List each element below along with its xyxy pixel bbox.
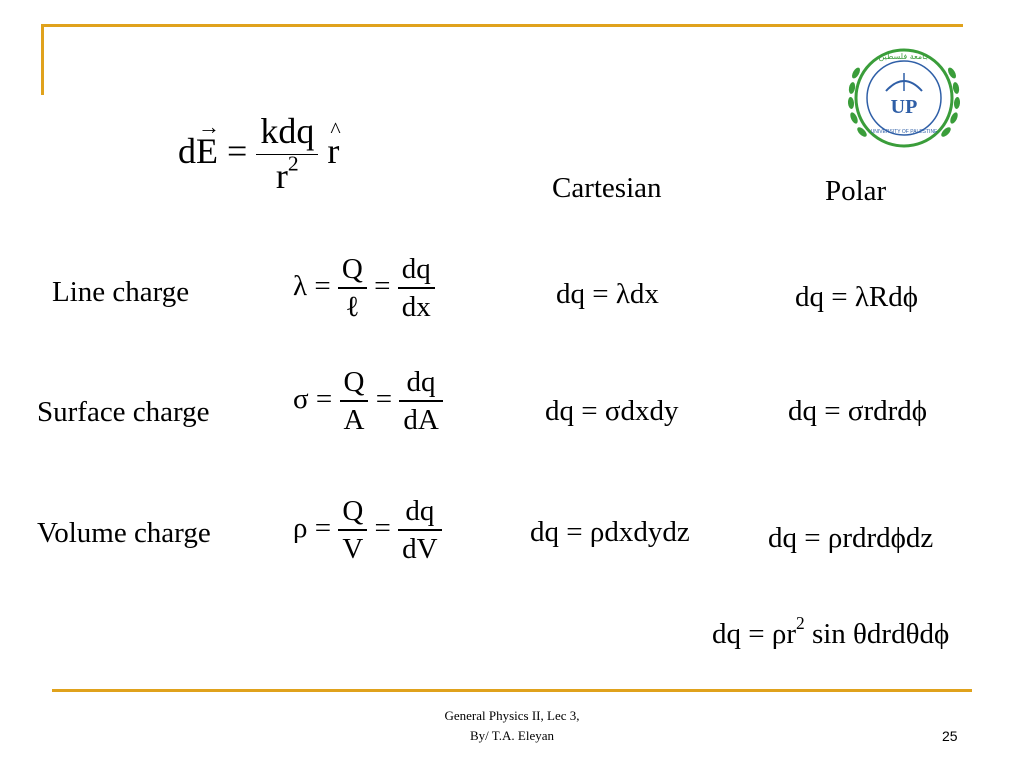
row-label-line-charge: Line charge bbox=[52, 276, 190, 308]
decorative-vertical-line bbox=[41, 25, 44, 95]
row-label-surface-charge: Surface charge bbox=[37, 396, 210, 428]
field-fraction bbox=[256, 113, 318, 196]
volume-charge-cartesian: dq = ρdxdydz bbox=[530, 516, 690, 548]
surface-charge-cartesian: dq = σdxdy bbox=[545, 395, 679, 427]
equals-sign: = bbox=[227, 130, 248, 171]
logo-subtext: UNIVERSITY OF PALESTINE bbox=[870, 129, 938, 135]
field-formula bbox=[178, 113, 339, 196]
unit-vector-r: ^ r bbox=[327, 133, 339, 169]
footer-text bbox=[412, 706, 612, 746]
logo-arabic-text: جامعة فلسطين bbox=[878, 52, 930, 61]
decorative-top-line bbox=[41, 24, 963, 27]
page-number: 25 bbox=[942, 728, 958, 744]
field-numerator: kdq bbox=[260, 111, 315, 151]
footer-line-2: By/ T.A. Eleyan bbox=[469, 728, 554, 743]
footer-divider bbox=[52, 689, 972, 692]
row-label-volume-charge: Volume charge bbox=[37, 517, 211, 549]
line-charge-cartesian: dq = λdx bbox=[556, 278, 659, 310]
volume-charge-density-formula: ρ = $\frac{Q}{V}$ = $\frac{dq}{dV}$ bbox=[293, 496, 442, 564]
field-lhs: d→ E bbox=[178, 131, 218, 171]
volume-charge-polar: dq = ρrdrdϕdz bbox=[768, 522, 934, 554]
surface-charge-density-formula: σ = $\frac{Q}{A}$ = $\frac{dq}{dA}$ bbox=[293, 367, 443, 435]
logo-text: UP bbox=[890, 96, 918, 118]
line-charge-density-formula: λ = $\frac{Q}{\text{ℓ}}$ = $\frac{dq}{dx}$ bbox=[293, 254, 435, 322]
surface-charge-polar: dq = σrdrdϕ bbox=[788, 395, 928, 427]
volume-charge-spherical: dq = $\rho r^2$ sin θdrdθdϕ bbox=[712, 613, 950, 650]
line-charge-polar: dq = λRdϕ bbox=[795, 281, 919, 313]
header-cartesian: Cartesian bbox=[552, 172, 662, 204]
footer-line-1: General Physics II, Lec 3, bbox=[444, 708, 580, 723]
header-polar: Polar bbox=[825, 175, 887, 207]
university-logo bbox=[834, 33, 974, 163]
field-denominator: $r^2$ bbox=[275, 152, 299, 197]
